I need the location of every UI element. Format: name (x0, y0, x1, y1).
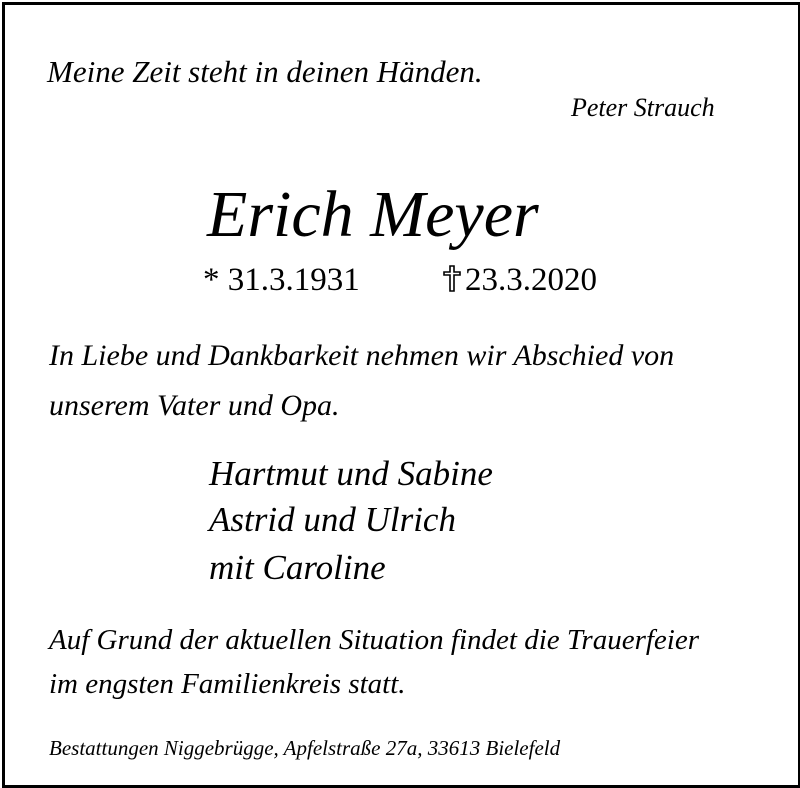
family-line-1: Hartmut und Sabine (209, 454, 493, 493)
undertaker-info: Bestattungen Niggebrügge, Apfelstraße 27a, 33613 Bielefeld (49, 736, 561, 760)
cross-icon (443, 265, 461, 292)
obituary-frame (2, 2, 800, 788)
farewell-line-1: In Liebe und Dankbarkeit nehmen wir Abschied von (49, 339, 675, 372)
birth-date: * 31.3.1931 (203, 262, 360, 298)
family-line-3: mit Caroline (209, 548, 386, 587)
motto-author: Peter Strauch (571, 93, 715, 122)
deceased-name: Erich Meyer (207, 178, 539, 251)
motto-quote: Meine Zeit steht in deinen Händen. (47, 54, 483, 89)
notice-line-2: im engsten Familienkreis statt. (49, 668, 406, 700)
family-line-2: Astrid und Ulrich (209, 500, 456, 539)
farewell-line-2: unserem Vater und Opa. (49, 389, 340, 422)
death-date-group (443, 264, 597, 297)
notice-line-1: Auf Grund der aktuellen Situation findet die Trauerfeier (49, 624, 700, 656)
death-date: 23.3.2020 (465, 262, 597, 298)
